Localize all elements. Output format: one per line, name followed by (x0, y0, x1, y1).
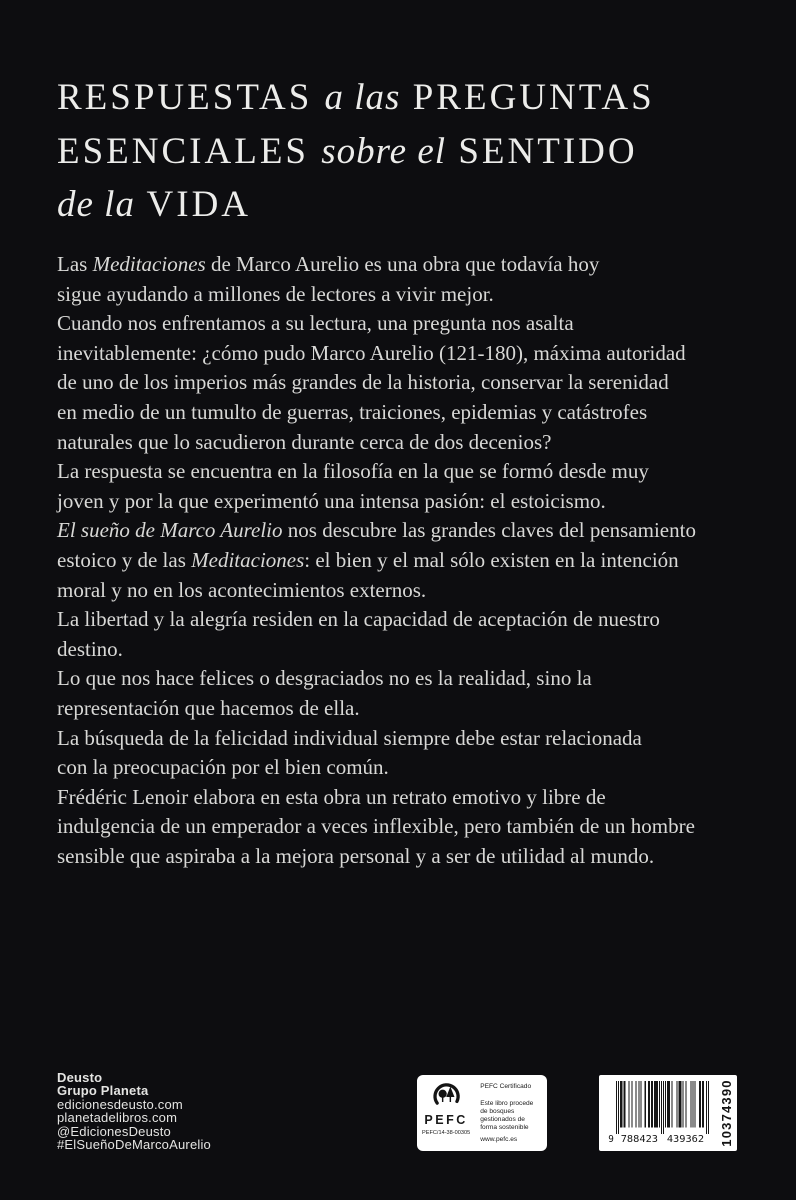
synopsis-line: con la preocupación por el bien común. (57, 755, 389, 780)
synopsis-line: sensible que aspiraba a la mejora personal y a ser de utilidad al mundo. (57, 843, 655, 868)
pefc-title: PEFC Certificado (480, 1083, 532, 1090)
synopsis-line: El sueño de Marco Aurelio nos descubre las grandes claves del pensamiento (57, 518, 696, 543)
pefc-trees-icon (430, 1080, 463, 1113)
pefc-wordmark: PEFC (424, 1113, 468, 1127)
synopsis-line: naturales que lo sacudieron durante cerca de dos decenios? (57, 429, 552, 454)
svg-text:9: 9 (608, 1134, 614, 1145)
pefc-certification-label (417, 1075, 547, 1151)
synopsis-line: Las Meditaciones de Marco Aurelio es una obra que todavía hoy (57, 252, 600, 276)
synopsis-line: sigue ayudando a millones de lectores a vivir mejor. (57, 281, 494, 306)
pefc-cert-code: PEFC/14-38-00305 (422, 1130, 471, 1136)
synopsis-line: La búsqueda de la felicidad individual siempre debe estar relacionada (57, 725, 642, 750)
pefc-description: Este libro procede de bosques gestionados de forma sostenible (480, 1100, 534, 1131)
synopsis-text (57, 250, 696, 871)
synopsis-line: La libertad y la alegría residen en la capacidad de aceptación de nuestro (57, 607, 660, 632)
synopsis-line: destino. (57, 636, 123, 661)
synopsis-line: indulgencia de un emperador a veces inflexible, pero también de un hombre (57, 814, 695, 839)
synopsis-line: Frédéric Lenoir elabora en esta obra un retrato emotivo y libre de (57, 784, 606, 809)
product-code: 10374390 (719, 1079, 734, 1147)
tagline-line: ESENCIALES sobre el SENTIDO (57, 130, 638, 172)
publisher-line: Deusto (57, 1070, 103, 1085)
synopsis-line: La respuesta se encuentra en la filosofía en la que se formó desde muy (57, 459, 649, 484)
tagline-line: de la VIDA (57, 184, 252, 225)
synopsis-line: joven y por la que experimentó una intensa pasión: el estoicismo. (57, 488, 606, 513)
pefc-text (472, 1075, 547, 1151)
publisher-line: Grupo Planeta (57, 1083, 149, 1099)
tagline (57, 71, 655, 232)
svg-text:788423: 788423 (620, 1134, 658, 1145)
barcode-bars (607, 1081, 709, 1145)
publisher-line: planetadelibros.com (57, 1110, 178, 1126)
tagline-line: RESPUESTAS a las PREGUNTAS (57, 77, 655, 118)
synopsis-line: Cuando nos enfrentamos a su lectura, una pregunta nos asalta (57, 311, 574, 336)
synopsis-line: Lo que nos hace felices o desgraciados no es la realidad, sino la (57, 666, 592, 691)
synopsis-line: en medio de un tumulto de guerras, traiciones, epidemias y catástrofes (57, 399, 648, 424)
synopsis-line: inevitablemente: ¿cómo pudo Marco Aurelio (121-180), máxima autoridad (57, 340, 686, 365)
publisher-info (57, 1071, 211, 1151)
synopsis-line: representación que hacemos de ella. (57, 695, 360, 720)
synopsis-line: de uno de los imperios más grandes de la historia, conservar la serenidad (57, 370, 669, 395)
pefc-url: www.pefc.es (480, 1136, 518, 1143)
svg-text:439362: 439362 (666, 1134, 705, 1145)
publisher-line: edicionesdeusto.com (57, 1096, 183, 1112)
barcode (599, 1075, 737, 1151)
synopsis-line: moral y no en los acontecimientos externos. (57, 577, 427, 602)
publisher-line: @EdicionesDeusto (57, 1123, 171, 1139)
pefc-logo (417, 1075, 472, 1151)
publisher-line: #ElSueñoDeMarcoAurelio (57, 1137, 211, 1153)
synopsis-line: estoico y de las Meditaciones: el bien y el mal sólo existen en la intención (57, 547, 679, 572)
